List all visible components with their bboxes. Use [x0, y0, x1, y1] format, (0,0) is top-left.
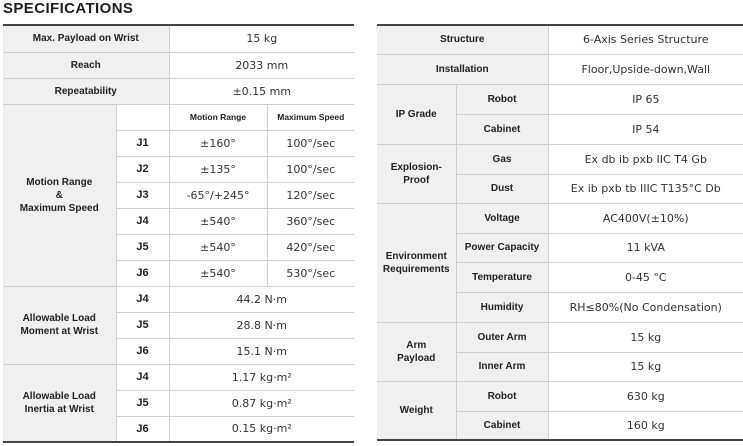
motion-label-line3: Maximum Speed	[19, 202, 99, 214]
axis-label: J6	[116, 338, 169, 364]
inertia-value: 0.15 kg·m²	[169, 416, 354, 442]
weight-cabinet-value: 160 kg	[548, 411, 743, 440]
axis-label: J1	[116, 130, 169, 156]
ip-cabinet-label: Cabinet	[456, 114, 548, 144]
inertia-label-line2: Inertia at Wrist	[24, 403, 94, 415]
axis-label: J6	[116, 260, 169, 286]
ip-robot-value: IP 65	[548, 84, 743, 114]
humidity-value: RH≤80%(No Condensation)	[548, 292, 743, 322]
payload-value: 15 kg	[169, 25, 354, 52]
weight-cabinet-label: Cabinet	[456, 411, 548, 440]
table-row	[3, 104, 354, 130]
gas-value: Ex db ib pxb IIC T4 Gb	[548, 144, 743, 174]
axis-label: J6	[116, 416, 169, 442]
power-capacity-label: Power Capacity	[456, 233, 548, 262]
moment-value: 15.1 N·m	[169, 338, 354, 364]
structure-label: Structure	[377, 25, 548, 54]
table-row	[377, 322, 743, 352]
max-speed-value: 420°/sec	[267, 234, 354, 260]
installation-value: Floor,Upside-down,Wall	[548, 54, 743, 84]
table-row	[3, 25, 354, 52]
max-speed-value: 360°/sec	[267, 208, 354, 234]
structure-value: 6-Axis Series Structure	[548, 25, 743, 54]
table-row	[3, 52, 354, 78]
explosion-proof-label	[377, 144, 456, 203]
axis-label: J4	[116, 286, 169, 312]
table-row	[377, 144, 743, 174]
axis-label: J4	[116, 208, 169, 234]
right-spec-table	[377, 24, 743, 441]
moment-label-line2: Moment at Wrist	[20, 326, 99, 337]
motion-range-value: ±540°	[169, 234, 267, 260]
axis-label: J5	[116, 390, 169, 416]
weight-label: Weight	[377, 381, 456, 440]
repeatability-value: ±0.15 mm	[169, 78, 354, 104]
table-row	[3, 286, 354, 312]
motion-range-value: ±540°	[169, 208, 267, 234]
axis-label: J3	[116, 182, 169, 208]
table-row	[377, 54, 743, 84]
max-speed-column-header: Maximum Speed	[267, 104, 354, 130]
payload-label: Max. Payload on Wrist	[3, 25, 169, 52]
explosion-label-line2: Proof	[403, 174, 430, 186]
motion-range-value: -65°/+245°	[169, 182, 267, 208]
page-title: SPECIFICATIONS	[3, 0, 134, 17]
max-speed-value: 530°/sec	[267, 260, 354, 286]
motion-range-value: ±160°	[169, 130, 267, 156]
humidity-label: Humidity	[456, 292, 548, 322]
axis-label: J4	[116, 364, 169, 390]
installation-label: Installation	[377, 54, 548, 84]
reach-label: Reach	[3, 52, 169, 78]
moment-value: 44.2 N·m	[169, 286, 354, 312]
table-row	[377, 25, 743, 54]
inner-arm-label: Inner Arm	[456, 352, 548, 381]
ip-robot-label: Robot	[456, 84, 548, 114]
weight-robot-label: Robot	[456, 381, 548, 411]
environment-label-line2: Requirements	[382, 263, 450, 275]
ip-grade-label: IP Grade	[377, 84, 456, 144]
outer-arm-value: 15 kg	[548, 322, 743, 352]
axis-label: J5	[116, 234, 169, 260]
dust-label: Dust	[456, 174, 548, 203]
axis-label: J5	[116, 312, 169, 338]
gas-label: Gas	[456, 144, 548, 174]
table-row	[3, 78, 354, 104]
environment-label-line1: Environment	[385, 250, 447, 262]
explosion-label-line1: Explosion-	[390, 161, 442, 173]
repeatability-label: Repeatability	[3, 78, 169, 104]
temperature-label: Temperature	[456, 262, 548, 292]
inner-arm-value: 15 kg	[548, 352, 743, 381]
motion-label-line2: &	[55, 189, 63, 201]
moment-label-line1: Allowable Load	[22, 313, 96, 324]
table-row	[377, 84, 743, 114]
ip-cabinet-value: IP 54	[548, 114, 743, 144]
table-row	[377, 381, 743, 411]
max-speed-value: 120°/sec	[267, 182, 354, 208]
moment-label	[3, 286, 116, 364]
arm-payload-label	[377, 322, 456, 381]
motion-range-label	[3, 104, 116, 286]
left-spec-table	[3, 24, 354, 443]
motion-range-value: ±135°	[169, 156, 267, 182]
voltage-value: AC400V(±10%)	[548, 203, 743, 233]
motion-label-line1: Motion Range	[26, 176, 93, 188]
axis-label: J2	[116, 156, 169, 182]
weight-robot-value: 630 kg	[548, 381, 743, 411]
reach-value: 2033 mm	[169, 52, 354, 78]
moment-value: 28.8 N·m	[169, 312, 354, 338]
voltage-label: Voltage	[456, 203, 548, 233]
arm-payload-label-line2: Payload	[397, 352, 436, 364]
inertia-label-line1: Allowable Load	[22, 390, 96, 402]
dust-value: Ex ib pxb tb IIIC T135°C Db	[548, 174, 743, 203]
max-speed-value: 100°/sec	[267, 130, 354, 156]
temperature-value: 0-45 °C	[548, 262, 743, 292]
motion-range-value: ±540°	[169, 260, 267, 286]
power-capacity-value: 11 kVA	[548, 233, 743, 262]
axis-header-empty	[116, 104, 169, 130]
table-row	[3, 364, 354, 390]
max-speed-value: 100°/sec	[267, 156, 354, 182]
inertia-value: 0.87 kg·m²	[169, 390, 354, 416]
table-row	[377, 203, 743, 233]
arm-payload-label-line1: Arm	[406, 339, 427, 351]
motion-range-column-header: Motion Range	[169, 104, 267, 130]
inertia-label	[3, 364, 116, 442]
environment-label	[377, 203, 456, 322]
inertia-value: 1.17 kg·m²	[169, 364, 354, 390]
outer-arm-label: Outer Arm	[456, 322, 548, 352]
